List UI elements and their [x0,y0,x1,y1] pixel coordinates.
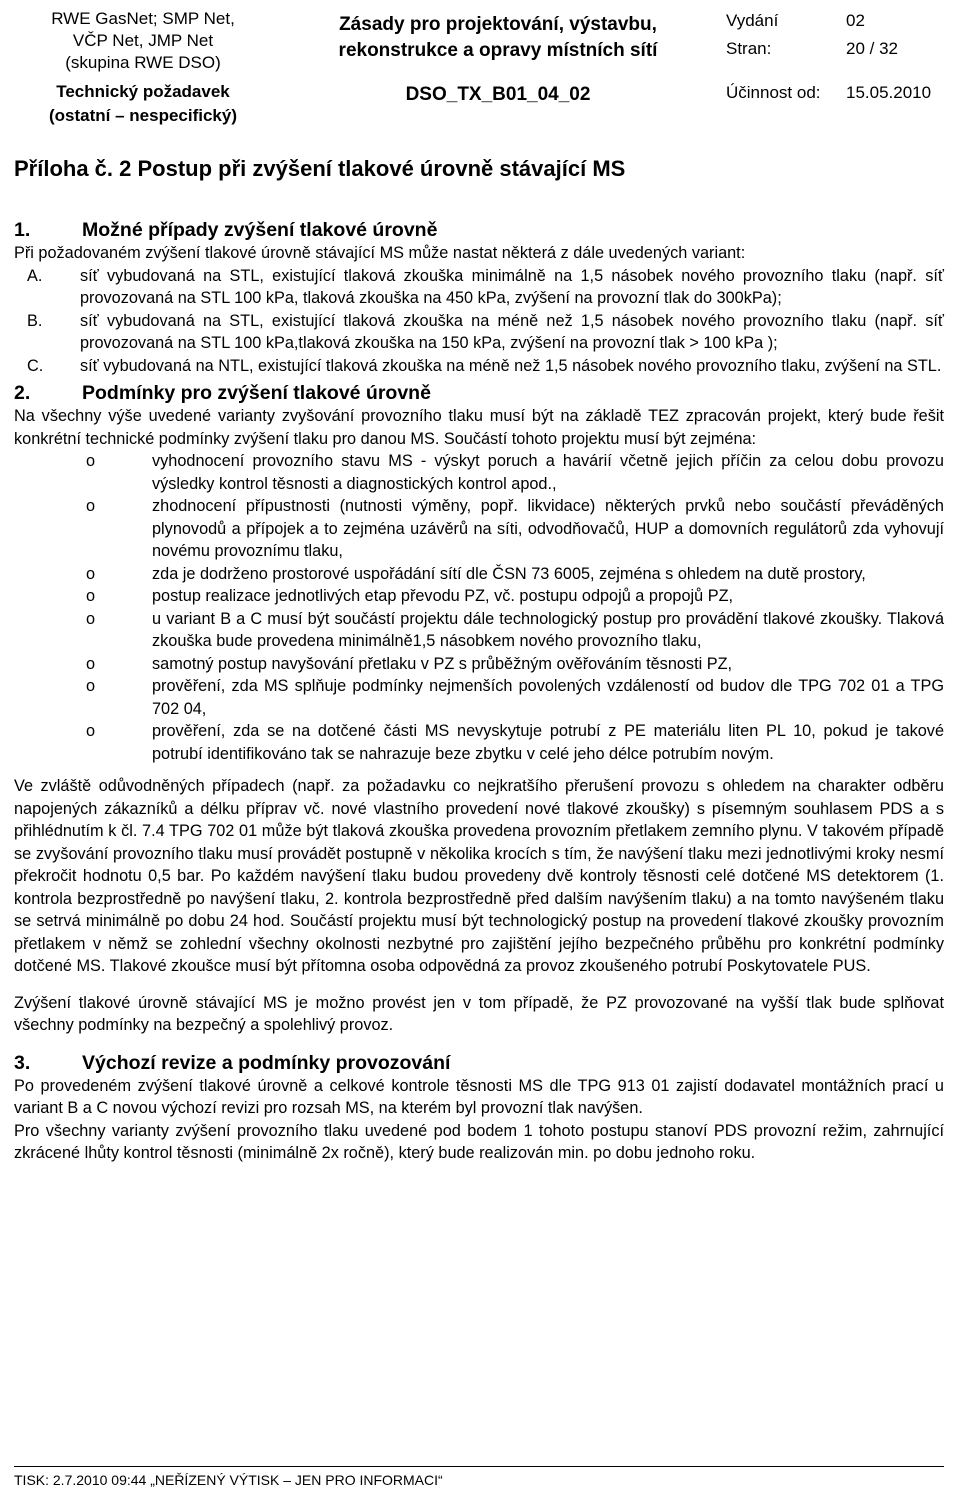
list-item [14,720,944,765]
effective-value: 15.05.2010 [846,83,932,102]
title-line-2: rekonstrukce a opravy místních sítí [338,40,658,61]
list-item-text: prověření, zda MS splňuje podmínky nejmenších povolených vzdáleností od budov dle TPG 702 01 a TPG 702 04, [152,677,944,718]
bullet-marker: o [86,452,96,470]
section-2-heading [14,381,944,405]
page-value: 20 / 32 [846,39,898,58]
list-item [14,608,944,653]
bullet-marker: o [86,564,96,583]
org-line-3: (skupina RWE DSO) [65,53,221,72]
variant-list [14,265,944,378]
list-item-text: zda je dodrženo prostorové uspořádání sítí dle ČSN 73 6005, zejména s ohledem na dutě prostory, [152,564,866,583]
effective-date-row [726,82,932,104]
list-item [14,310,944,355]
section-title: Možné případy zvýšení tlakové úrovně [82,219,438,241]
bullet-marker: o [86,677,96,695]
document-code: DSO_TX_B01_04_02 [405,84,591,105]
section-number: 2. [14,382,31,404]
org-line-2: VČP Net, JMP Net [72,31,214,50]
list-marker: B. [27,311,43,330]
list-item-text: samotný postup navyšování přetlaku v PZ s průběžným ověřováním těsnosti PZ, [152,654,733,673]
list-item [14,495,944,563]
effective-label: Účinnost od: [726,83,821,102]
doc-type-block [8,80,278,128]
document-body [14,150,944,1165]
list-item-text: síť vybudovaná na NTL, existující tlaková zkouška na méně než 1,5 násobek nového provozního tlaku, zvýšení na STL. [80,356,942,375]
list-item [14,563,944,586]
doc-type-line-1: Technický požadavek [56,82,230,101]
section-title: Podmínky pro zvýšení tlakové úrovně [82,382,431,404]
list-item-text: u variant B a C musí být součástí projektu dále technologický postup pro provádění tlakové zkoušky. Tlaková zkouška bude provedena minimálně1,5 násobkem nového provozního tlaku, [152,609,944,650]
edition-row [726,10,865,32]
requirements-list [14,450,944,765]
section-2-intro: Na všechny výše uvedené varianty zvyšování provozního tlaku musí být na základě TEZ zpracován projekt, který bude řešit konkrétní technické podmínky zvýšení tlaku pro danou MS. Součástí tohoto projektu musí být zejména: [14,407,944,448]
list-item [14,653,944,676]
list-item [14,675,944,720]
list-item-text: síť vybudovaná na STL, existující tlaková zkouška minimálně na 1,5 násobek nového provozního tlaku (např. síť provozovaná na STL 100 kPa, tlaková zkouška na 450 kPa, zvýšení na provozní tlak do 300kPa); [80,266,944,307]
edition-label: Vydání [726,11,779,30]
organization-block [8,8,278,74]
page-count-row [726,38,898,60]
section-3-paragraph-1: Po provedeném zvýšení tlakové úrovně a celkové kontrole těsnosti MS dle TPG 913 01 zajistí dodavatel montážních prací u variant B a C novou výchozí revizi pro rozsah MS, na kterém byl provozní tlak navýšen. [14,1076,944,1117]
list-item [14,585,944,608]
list-marker: C. [27,356,44,375]
annex-title: Příloha č. 2 Postup při zvýšení tlakové úrovně stávající MS [14,156,626,181]
bullet-marker: o [86,722,96,740]
doc-type-line-2: (ostatní – nespecifický) [48,106,237,125]
section-3-heading [14,1051,944,1075]
list-item-text: prověření, zda se na dotčené části MS nevyskytuje potrubí z PE materiálu liten PL 10, pokud je takové potrubí identifikováno tak se nahrazuje beze zbytku v celé jeho délce potrubím novým. [152,722,944,763]
section-number: 3. [14,1051,31,1074]
bullet-marker: o [86,609,96,628]
list-item [14,450,944,495]
bullet-marker: o [86,654,96,673]
title-line-1: Zásady pro projektování, výstavbu, [339,14,657,35]
section-number: 1. [14,219,31,241]
list-item-text: zhodnocení přípustnosti (nutnosti výměny, popř. likvidace) některých prvků nebo součástí převáděných plynovodů a přípojek a to zejména uzávěrů na síti, odvodňovačů, HUP a domovních regulátorů zda vyhovují novému provoznímu tlaku, [152,497,944,560]
bullet-marker: o [86,587,96,605]
section-title: Výchozí revize a podmínky provozování [82,1051,451,1074]
list-marker: A. [27,266,43,285]
section-2-paragraph-1: Ve zvláště odůvodněných případech (např. za požadavku co nejkratšího přerušení provozu s ohledem na charakter odběru napojených zákazníků a délku příprav vč. nové vlastního provedení nové tlakové zkoušky) s písemným souhlasem PDS a s přihlédnutím k čl. 7.4 TPG 702 01 může být tlaková zkouška provedena provozním přetlakem zemního plynu. V takovém případě se zvyšování provozního tlaku musí provádět postupně v několika krocích s tím, že navýšení tlaku mezi jednotlivými kroky nesmí překročit hodnotu 0,5 bar. Po každém navýšení tlaku budou provedeny dvě kontroly těsnosti celé dotčené MS detektorem (1. kontrola bezprostředně po navýšení tlaku, 2. kontrola bezprostředně před dalším navýšením tlaku) a na tomto navýšeném tlaku se setrvá minimálně po dobu 24 hod. Součástí projektu musí být technologický postup na provedení tlakové zkoušky provozním přetlakem v němž se zohlední všechny okolnosti nezbytné pro zajištění jejího bezpečného průběhu pro konkrétní podmínky dotčené MS. Tlakové zkoušce musí být přítomna osoba odpovědná za provoz zkoušeného potrubí Poskytovatele PUS. [14,777,944,975]
edition-value: 02 [846,11,865,30]
page-label: Stran: [726,39,772,58]
org-line-1: RWE GasNet; SMP Net, [51,9,235,28]
list-item-text: postup realizace jednotlivých etap převodu PZ, vč. postupu odpojů a propojů PZ, [152,587,734,605]
bullet-marker: o [86,497,96,515]
list-item [14,265,944,310]
section-1-intro: Při požadovaném zvýšení tlakové úrovně stávající MS může nastat některá z dále uvedených variant: [14,244,746,262]
section-3-paragraph-2: Pro všechny varianty zvýšení provozního tlaku uvedené pod bodem 1 tohoto postupu stanoví PDS provozní režim, zahrnující zkrácené lhůty kontrol těsnosti (minimálně 2x ročně), který bude realizován min. po dobu jednoho roku. [14,1121,944,1162]
document-title [288,12,708,64]
list-item-text: síť vybudovaná na STL, existující tlaková zkouška na méně než 1,5 násobek nového provozního tlaku (např. síť provozovaná na STL 100 kPa,tlaková zkouška na 150 kPa, zvýšení na provozní tlak > 100 kPa ); [80,311,944,352]
section-2-paragraph-2: Zvýšení tlakové úrovně stávající MS je možno provést jen v tom případě, že PZ provozované na vyšší tlak bude splňovat všechny podmínky na bezpečný a spolehlivý provoz. [14,993,944,1034]
section-1-heading [14,218,944,242]
print-footer: TISK: 2.7.2010 09:44 „NEŘÍZENÝ VÝTISK – JEN PRO INFORMACI“ [14,1466,944,1489]
list-item [14,355,944,378]
document-header [0,0,960,132]
list-item-text: vyhodnocení provozního stavu MS - výskyt poruch a havárií včetně jejich příčin za celou dobu provozu výsledky kontrol těsnosti a diagnostických kontrol apod., [152,452,944,493]
